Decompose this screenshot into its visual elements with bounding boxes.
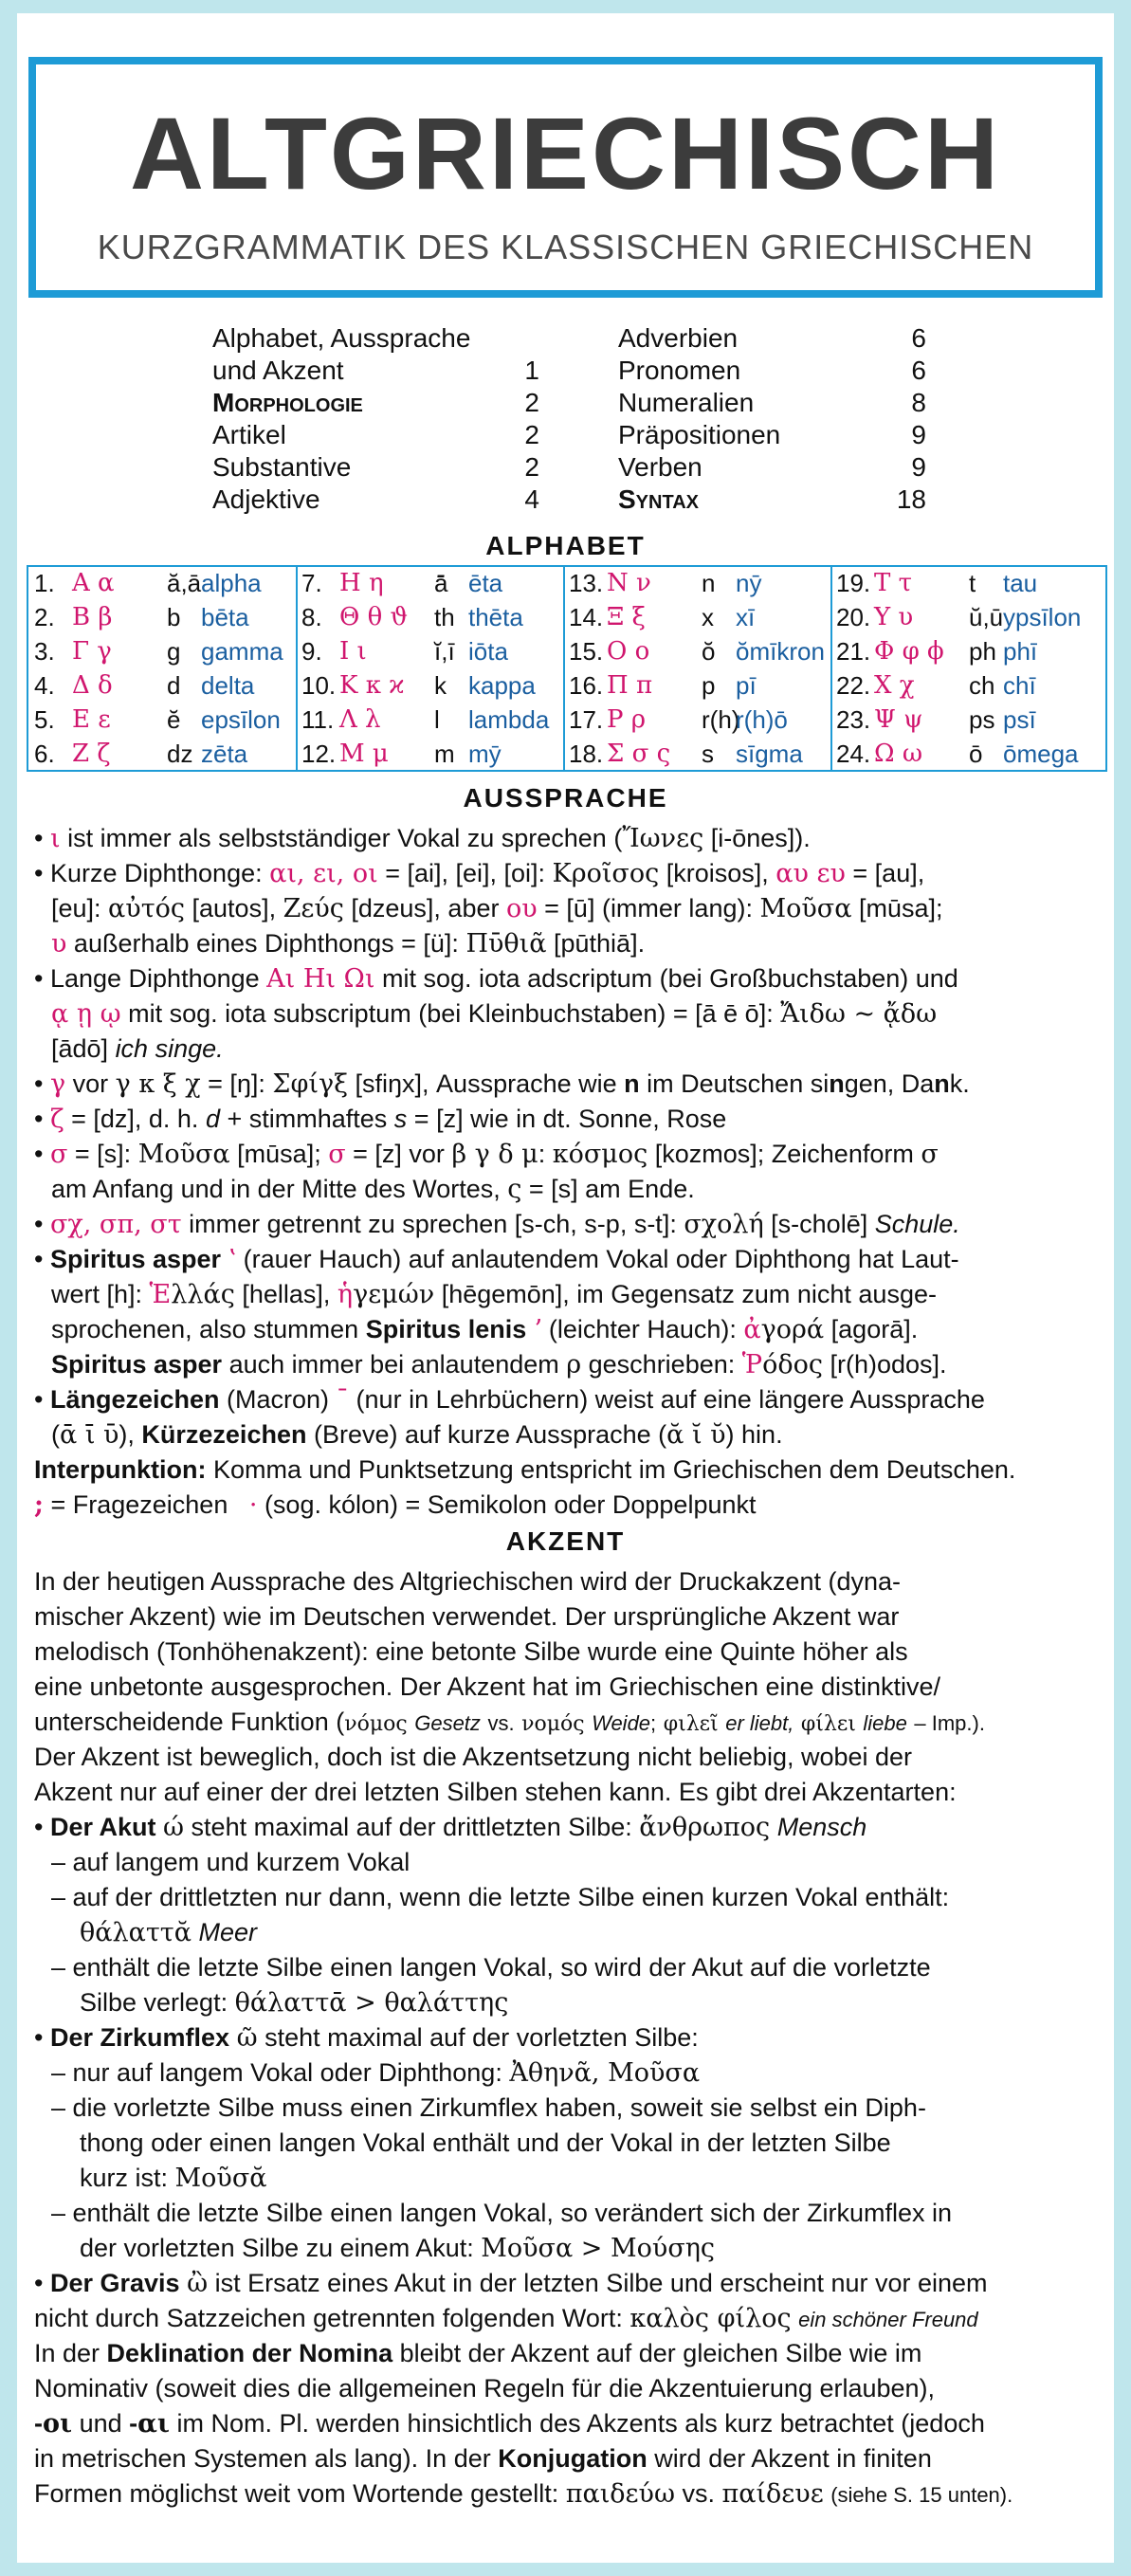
letter-number: 6. [34, 740, 55, 768]
text-line: Spiritus asper auch immer bei anlautendem ρ geschrieben: Ῥόδος [r(h)odos]. [51, 1350, 947, 1379]
greek-letter: Β β [72, 603, 113, 631]
alphabet-letter [836, 637, 1096, 671]
greek-letter: Π π [607, 671, 653, 700]
alphabet-letter [569, 637, 829, 671]
letter-number: 12. [301, 740, 337, 768]
text-line: Nominativ (soweit dies die allgemeinen Regeln für die Akzentuierung erlauben), [34, 2374, 936, 2402]
greek-letter: Ω ω [874, 740, 923, 768]
akzent-title: AKZENT [505, 1526, 626, 1556]
text-line: • ι ist immer als selbstständiger Vokal zu sprechen (Ἴωνες [i-ōnes]). [34, 824, 811, 853]
letter-name: ēta [468, 569, 503, 597]
text-line: in metrischen Systemen als lang). In der Konjugation wird der Akzent in finiten [34, 2444, 932, 2473]
text-line: θάλαττᾰ Meer [80, 1918, 257, 1947]
transliteration: ch [969, 671, 995, 700]
alphabet-letter [836, 671, 1096, 705]
greek-letter: Γ γ [72, 637, 112, 666]
greek-letter: Ψ ψ [874, 705, 923, 734]
letter-name: pī [736, 671, 757, 700]
text-line: [eu]: αὐτός [autos], Ζεύς [dzeus], aber ου = [ū] (immer lang): Μοῦσα [mūsa]; [51, 894, 943, 923]
letter-name: ŏmīkron [736, 637, 825, 666]
text-line: • Spiritus asper ʽ (rauer Hauch) auf anlautendem Vokal oder Diphthong hat Laut- [34, 1245, 959, 1274]
letter-name: ypsīlon [1003, 603, 1082, 631]
text-line: thong oder einen langen Vokal enthält und der Vokal in der letzten Silbe [80, 2128, 891, 2157]
greek-letter: Ε ε [72, 705, 111, 734]
text-line: nicht durch Satzzeichen getrennten folgenden Wort: καλὸς φίλος ein schöner Freund [34, 2304, 978, 2333]
greek-letter: Θ θ ϑ [339, 603, 409, 631]
letter-number: 10. [301, 671, 337, 700]
letter-name: epsīlon [201, 705, 281, 734]
greek-letter: Η η [339, 569, 384, 597]
letter-name: thēta [468, 603, 523, 631]
transliteration: dz [167, 740, 193, 768]
letter-number: 14. [569, 603, 604, 631]
text-line: – enthält die letzte Silbe einen langen Vokal, so verändert sich der Zirkumflex in [51, 2199, 953, 2227]
transliteration: ŏ [702, 637, 716, 666]
toc-item[interactable]: Numeralien 8 [618, 388, 926, 417]
greek-letter: Υ υ [874, 603, 914, 631]
transliteration: ĭ,ī [434, 637, 455, 666]
letter-number: 8. [301, 603, 322, 631]
alphabet-letter [569, 569, 829, 603]
text-line: • Der Akut ώ steht maximal auf der drittletzten Silbe: ἄνθρωπος Mensch [34, 1813, 867, 1842]
letter-name: psī [1003, 705, 1036, 734]
alphabet-letter [301, 705, 561, 740]
alphabet-letter [301, 569, 561, 603]
toc-item[interactable]: Alphabet, Aussprache [212, 323, 471, 353]
header-box [28, 57, 1103, 298]
text-line: Formen möglichst weit vom Wortende gestellt: παιδεύω vs. παίδευε (siehe S. 15 unten). [34, 2479, 1013, 2509]
letter-number: 9. [301, 637, 322, 666]
alphabet-letter [34, 569, 294, 603]
alphabet-letter [569, 671, 829, 705]
letter-number: 4. [34, 671, 55, 700]
letter-name: mȳ [468, 740, 502, 768]
letter-name: gamma [201, 637, 283, 666]
letter-name: delta [201, 671, 255, 700]
text-line: mischer Akzent) wie im Deutschen verwendet. Der ursprüngliche Akzent war [34, 1602, 900, 1631]
letter-name: ōmega [1003, 740, 1079, 768]
letter-name: r(h)ō [736, 705, 788, 734]
greek-letter: Τ τ [874, 569, 912, 597]
alphabet-letter [836, 705, 1096, 740]
text-line: -οι und -αι im Nom. Pl. werden hinsichtlich des Akzents als kurz betrachtet (jedoch [34, 2409, 985, 2439]
greek-letter: Ι ι [339, 637, 367, 666]
text-line: Silbe verlegt: θάλαττᾱ > θαλάττης [80, 1988, 509, 2018]
greek-letter: Α α [72, 569, 115, 597]
text-line: – enthält die letzte Silbe einen langen Vokal, so wird der Akut auf die vorletzte [51, 1953, 931, 1982]
alphabet-letter [34, 740, 294, 774]
alphabet-letter [836, 569, 1096, 603]
page [17, 13, 1114, 2563]
alphabet-letter [836, 603, 1096, 637]
letter-name: phī [1003, 637, 1038, 666]
text-line: • Längezeichen (Macron) ¯ (nur in Lehrbüchern) weist auf eine längere Aussprache [34, 1385, 985, 1415]
alphabet-letter [569, 603, 829, 637]
toc-item[interactable]: Substantive 2 [212, 452, 539, 482]
letter-number: 17. [569, 705, 604, 734]
text-line: • Der Zirkumflex ῶ steht maximal auf der vorletzten Silbe: [34, 2023, 699, 2053]
alphabet-letter [301, 671, 561, 705]
letter-name: chī [1003, 671, 1036, 700]
letter-number: 1. [34, 569, 55, 597]
transliteration: r(h) [702, 705, 740, 734]
greek-letter: Λ λ [339, 705, 381, 734]
letter-name: iōta [468, 637, 508, 666]
text-line: – auf der drittletzten nur dann, wenn die letzte Silbe einen kurzen Vokal enthält: [51, 1883, 950, 1911]
transliteration: m [434, 740, 455, 768]
letter-name: nȳ [736, 569, 762, 597]
text-line: sprochenen, also stummen Spiritus lenis ʼ (leichter Hauch): ἀγορά [agorā]. [51, 1315, 919, 1344]
alphabet-letter [569, 705, 829, 740]
transliteration: n [702, 569, 716, 597]
transliteration: ĕ [167, 705, 181, 734]
greek-letter: Ο ο [607, 637, 650, 666]
letter-number: 5. [34, 705, 55, 734]
letter-name: lambda [468, 705, 550, 734]
transliteration: ŭ,ū [969, 603, 1004, 631]
letter-number: 3. [34, 637, 55, 666]
text-line: • Der Gravis ὢ ist Ersatz eines Akut in der letzten Silbe und erscheint nur vor einem [34, 2269, 988, 2298]
letter-name: tau [1003, 569, 1038, 597]
letter-name: kappa [468, 671, 536, 700]
greek-letter: Ν ν [607, 569, 651, 597]
letter-number: 19. [836, 569, 871, 597]
toc-item[interactable]: Verben 9 [618, 452, 926, 482]
toc-item[interactable]: Präpositionen 9 [618, 420, 926, 449]
text-line: – die vorletzte Silbe muss einen Zirkumflex haben, soweit sie selbst ein Diph- [51, 2093, 926, 2122]
text-line: – auf langem und kurzem Vokal [51, 1848, 410, 1876]
text-line: • σχ, σπ, στ immer getrennt zu sprechen [s-ch, s-p, s-t]: σχολή [s-cholē] Schule. [34, 1210, 960, 1239]
letter-number: 20. [836, 603, 871, 631]
transliteration: p [702, 671, 716, 700]
text-line: • ζ = [dz], d. h. d + stimmhaftes s = [z] wie in dt. Sonne, Rose [34, 1105, 727, 1134]
greek-letter: Ζ ζ [72, 740, 111, 768]
transliteration: th [434, 603, 455, 631]
letter-number: 24. [836, 740, 871, 768]
alphabet-letter [836, 740, 1096, 774]
toc-left-column [212, 322, 539, 516]
text-line: • Kurze Diphthonge: αι, ει, οι = [ai], [ei], [oi]: Κροῖσος [kroisos], αυ ευ = [au], [34, 859, 925, 888]
transliteration: t [969, 569, 976, 597]
transliteration: x [702, 603, 714, 631]
toc-item[interactable]: Pronomen 6 [618, 356, 926, 385]
text-line: υ außerhalb eines Diphthongs = [ü]: Πῡθιᾶ [pūthiā]. [51, 929, 646, 959]
letter-number: 2. [34, 603, 55, 631]
letter-name: sīgma [736, 740, 803, 768]
column-divider [830, 567, 832, 770]
transliteration: k [434, 671, 447, 700]
text-line: (ᾱ ῑ ῡ), Kürzezeichen (Breve) auf kurze Aussprache (ᾰ ῐ ῠ) hin. [51, 1420, 783, 1450]
greek-letter: Φ φ ϕ [874, 637, 944, 666]
text-line: wert [h]: Ἑλλάς [hellas], ἡγεμών [hēgemōn], im Gegensatz zum nicht ausge- [51, 1280, 937, 1309]
text-line: Akzent nur auf einer der drei letzten Silben stehen kann. Es gibt drei Akzentarten: [34, 1778, 957, 1806]
text-line: [ādō] ich singe. [51, 1034, 224, 1063]
letter-number: 13. [569, 569, 604, 597]
toc-item[interactable]: Morphologie 2 [212, 388, 539, 417]
alphabet-letter [301, 637, 561, 671]
aussprache-title: AUSSPRACHE [463, 783, 668, 813]
greek-letter: Δ δ [72, 671, 113, 700]
alphabet-letter [569, 740, 829, 774]
letter-name: xī [736, 603, 756, 631]
text-line: Interpunktion: Komma und Punktsetzung entspricht im Griechischen dem Deutschen. [34, 1455, 1016, 1484]
transliteration: ā̄ [434, 569, 448, 597]
greek-letter: Μ μ [339, 740, 389, 768]
text-line: eine unbetonte ausgesprochen. Der Akzent hat im Griechischen eine distinktive/ [34, 1672, 941, 1701]
letter-number: 22. [836, 671, 871, 700]
column-divider [563, 567, 565, 770]
alphabet-letter [34, 705, 294, 740]
letter-name: bēta [201, 603, 249, 631]
letter-number: 11. [301, 705, 335, 734]
transliteration: ph [969, 637, 996, 666]
text-line: am Anfang und in der Mitte des Wortes, ς = [s] am Ende. [51, 1175, 695, 1204]
text-line: In der heutigen Aussprache des Altgriechischen wird der Druckakzent (dyna- [34, 1567, 901, 1596]
toc-item[interactable]: Adjektive 4 [212, 484, 539, 514]
transliteration: s [702, 740, 714, 768]
transliteration: l [434, 705, 440, 734]
letter-number: 21. [836, 637, 871, 666]
alphabet-letter [34, 671, 294, 705]
letter-number: 15. [569, 637, 604, 666]
toc-item[interactable]: und Akzent 1 [212, 356, 539, 385]
letter-number: 23. [836, 705, 871, 734]
greek-letter: Χ χ [874, 671, 915, 700]
alphabet-letter [301, 740, 561, 774]
text-line: • σ = [s]: Μοῦσα [mūsa]; σ = [z] vor β γ δ μ: κόσμος [kozmos]; Zeichenform σ [34, 1140, 939, 1169]
letter-name: alpha [201, 569, 262, 597]
text-line: der vorletzten Silbe zu einem Akut: Μοῦσα > Μούσης [80, 2234, 716, 2263]
toc-item[interactable]: Artikel 2 [212, 420, 539, 449]
alphabet-letter [34, 603, 294, 637]
toc-item[interactable]: Adverbien 6 [618, 323, 926, 353]
greek-letter: Σ σ ς [607, 740, 671, 768]
text-line: Der Akzent ist beweglich, doch ist die Akzentsetzung nicht beliebig, wobei der [34, 1743, 913, 1771]
letter-name: zēta [201, 740, 248, 768]
alphabet-table [27, 565, 1107, 772]
page-title: ALTGRIECHISCH [130, 96, 1001, 210]
text-line: In der Deklination der Nomina bleibt der Akzent auf der gleichen Silbe wie im [34, 2339, 922, 2367]
text-line: unterscheidende Funktion (νόμος Gesetz vs. νομός Weide; φιλεῖ er liebt, φίλει liebe – Imp.). [34, 1708, 985, 1736]
alphabet-letter [34, 637, 294, 671]
greek-letter: Ξ ξ [607, 603, 646, 631]
toc-item[interactable]: Syntax 18 [618, 484, 926, 514]
text-line: • γ vor γ κ ξ χ = [ŋ]: Σφίγξ [sfiŋx], Aussprache wie n im Deutschen singen, Dank. [34, 1069, 970, 1099]
page-subtitle: KURZGRAMMATIK DES KLASSISCHEN GRIECHISCHEN [97, 228, 1034, 266]
alphabet-title: ALPHABET [485, 531, 646, 560]
letter-number: 16. [569, 671, 604, 700]
letter-number: 7. [301, 569, 322, 597]
text-line: – nur auf langem Vokal oder Diphthong: Ἀθηνᾶ, Μοῦσα [51, 2058, 701, 2088]
text-line: ᾳ ῃ ῳ mit sog. iota subscriptum (bei Kleinbuchstaben) = [ā ē ō]: Ἄιδω ~ ᾄδω [51, 999, 938, 1029]
greek-letter: Κ κ ϰ [339, 671, 405, 700]
text-line: melodisch (Tonhöhenakzent): eine betonte Silbe wurde eine Quinte höher als [34, 1637, 908, 1666]
toc-right-column [618, 322, 926, 516]
transliteration: g [167, 637, 181, 666]
text-line: • Lange Diphthonge Αι Ηι Ωι mit sog. iota adscriptum (bei Großbuchstaben) und [34, 964, 958, 994]
alphabet-letter [301, 603, 561, 637]
letter-number: 18. [569, 740, 604, 768]
transliteration: d [167, 671, 181, 700]
transliteration: ps [969, 705, 995, 734]
text-line: ; = Fragezeichen · (sog. kólon) = Semikolon oder Doppelpunkt [34, 1490, 757, 1520]
greek-letter: Ρ ρ [607, 705, 647, 734]
transliteration: b [167, 603, 181, 631]
column-divider [296, 567, 298, 770]
transliteration: ă,ā [167, 569, 202, 597]
text-line: kurz ist: Μοῦσᾰ [80, 2164, 267, 2193]
transliteration: ō [969, 740, 983, 768]
